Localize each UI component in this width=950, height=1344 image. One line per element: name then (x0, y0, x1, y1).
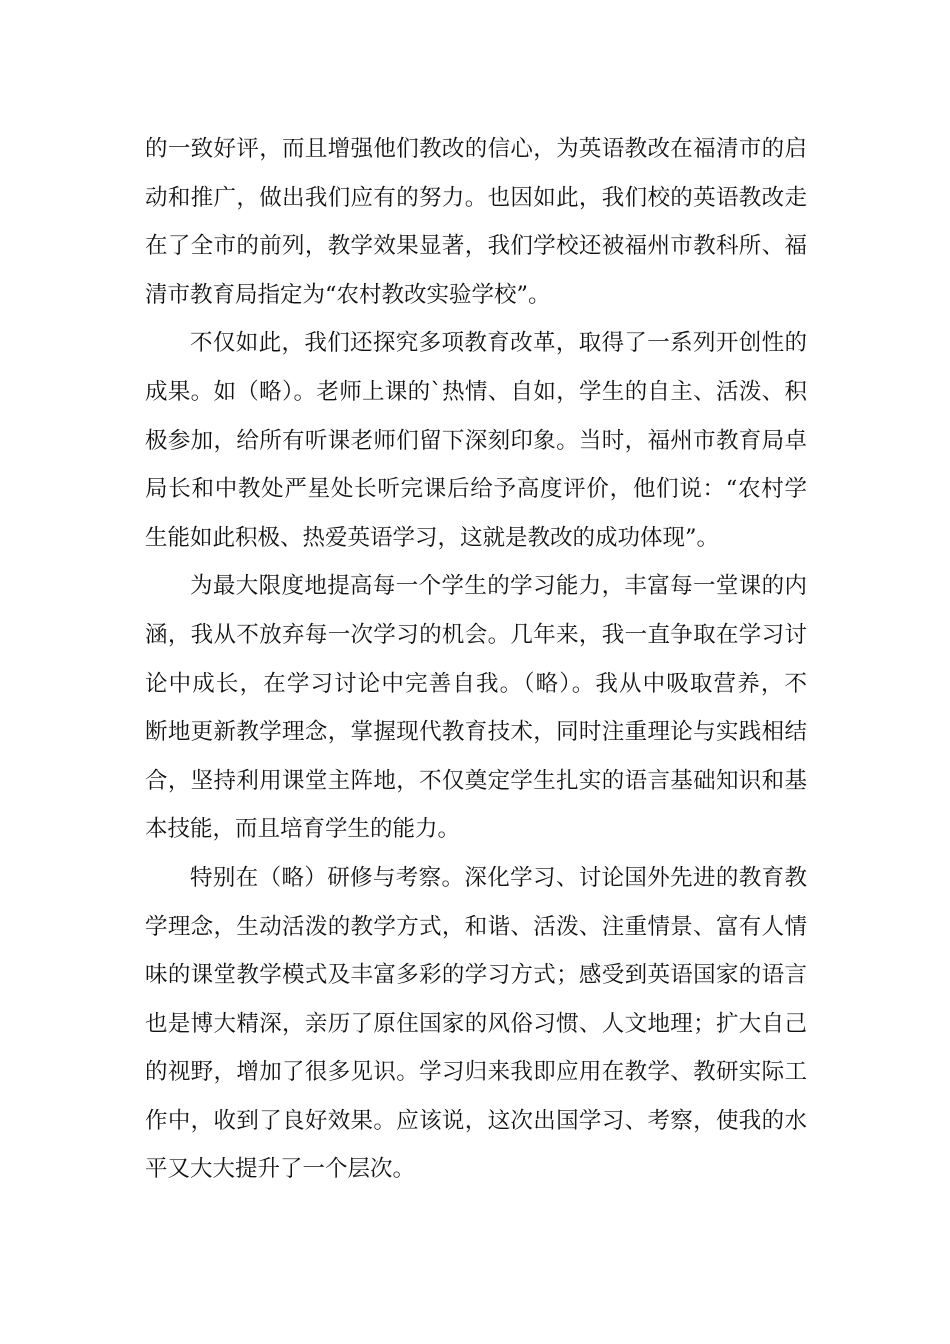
text-line: 论中成长，在学习讨论中完善自我。（略）。我从中吸取营养，不 (145, 670, 807, 697)
text-line: 合，坚持利用课堂主阵地，不仅奠定学生扎实的语言基础知识和基 (145, 767, 807, 794)
text-line: 不仅如此，我们还探究多项教育改革，取得了一系列开创性的 (190, 330, 807, 357)
text-line: 断地更新教学理念，掌握现代教育技术，同时注重理论与实践相结 (145, 719, 807, 746)
text-line: 的一致好评，而且增强他们教改的信心，为英语教改在福清市的启 (145, 136, 807, 162)
text-line: 成果。如（略）。老师上课的`热情、自如，学生的自主、活泼、积 (145, 378, 807, 405)
text-line: 涵，我从不放弃每一次学习的机会。几年来，我一直争取在学习讨 (145, 621, 807, 648)
text-line: 动和推广，做出我们应有的努力。也因如此，我们校的英语教改走 (145, 184, 807, 211)
text-line: 学理念，生动活泼的教学方式，和谐、活泼、注重情景、富有人情 (145, 913, 807, 940)
text-line: 清市教育局指定为“农村教改实验学校”。 (145, 281, 551, 308)
text-line: 的视野，增加了很多见识。学习归来我即应用在教学、教研实际工 (145, 1059, 807, 1086)
text-line: 平又大大提升了一个层次。 (145, 1156, 416, 1183)
text-line: 也是博大精深，亲历了原住国家的风俗习惯、人文地理；扩大自己 (145, 1010, 807, 1037)
text-line: 为最大限度地提高每一个学生的学习能力，丰富每一堂课的内 (190, 573, 807, 600)
text-line: 味的课堂教学模式及丰富多彩的学习方式；感受到英语国家的语言 (145, 962, 807, 989)
text-line: 特别在（略）研修与考察。深化学习、讨论国外先进的教育教 (190, 864, 807, 891)
text-line: 生能如此积极、热爱英语学习，这就是教改的成功体现”。 (145, 524, 720, 551)
text-line: 本技能，而且培育学生的能力。 (145, 816, 461, 843)
text-line: 在了全市的前列，教学效果显著，我们学校还被福州市教科所、福 (145, 233, 807, 260)
text-line: 作中，收到了良好效果。应该说，这次出国学习、考察，使我的水 (145, 1107, 807, 1134)
text-line: 极参加，给所有听课老师们留下深刻印象。当时，福州市教育局卓 (145, 427, 807, 454)
text-line: 局长和中教处严星处长听完课后给予高度评价，他们说：“农村学 (145, 476, 807, 503)
document-body (145, 125, 807, 1194)
